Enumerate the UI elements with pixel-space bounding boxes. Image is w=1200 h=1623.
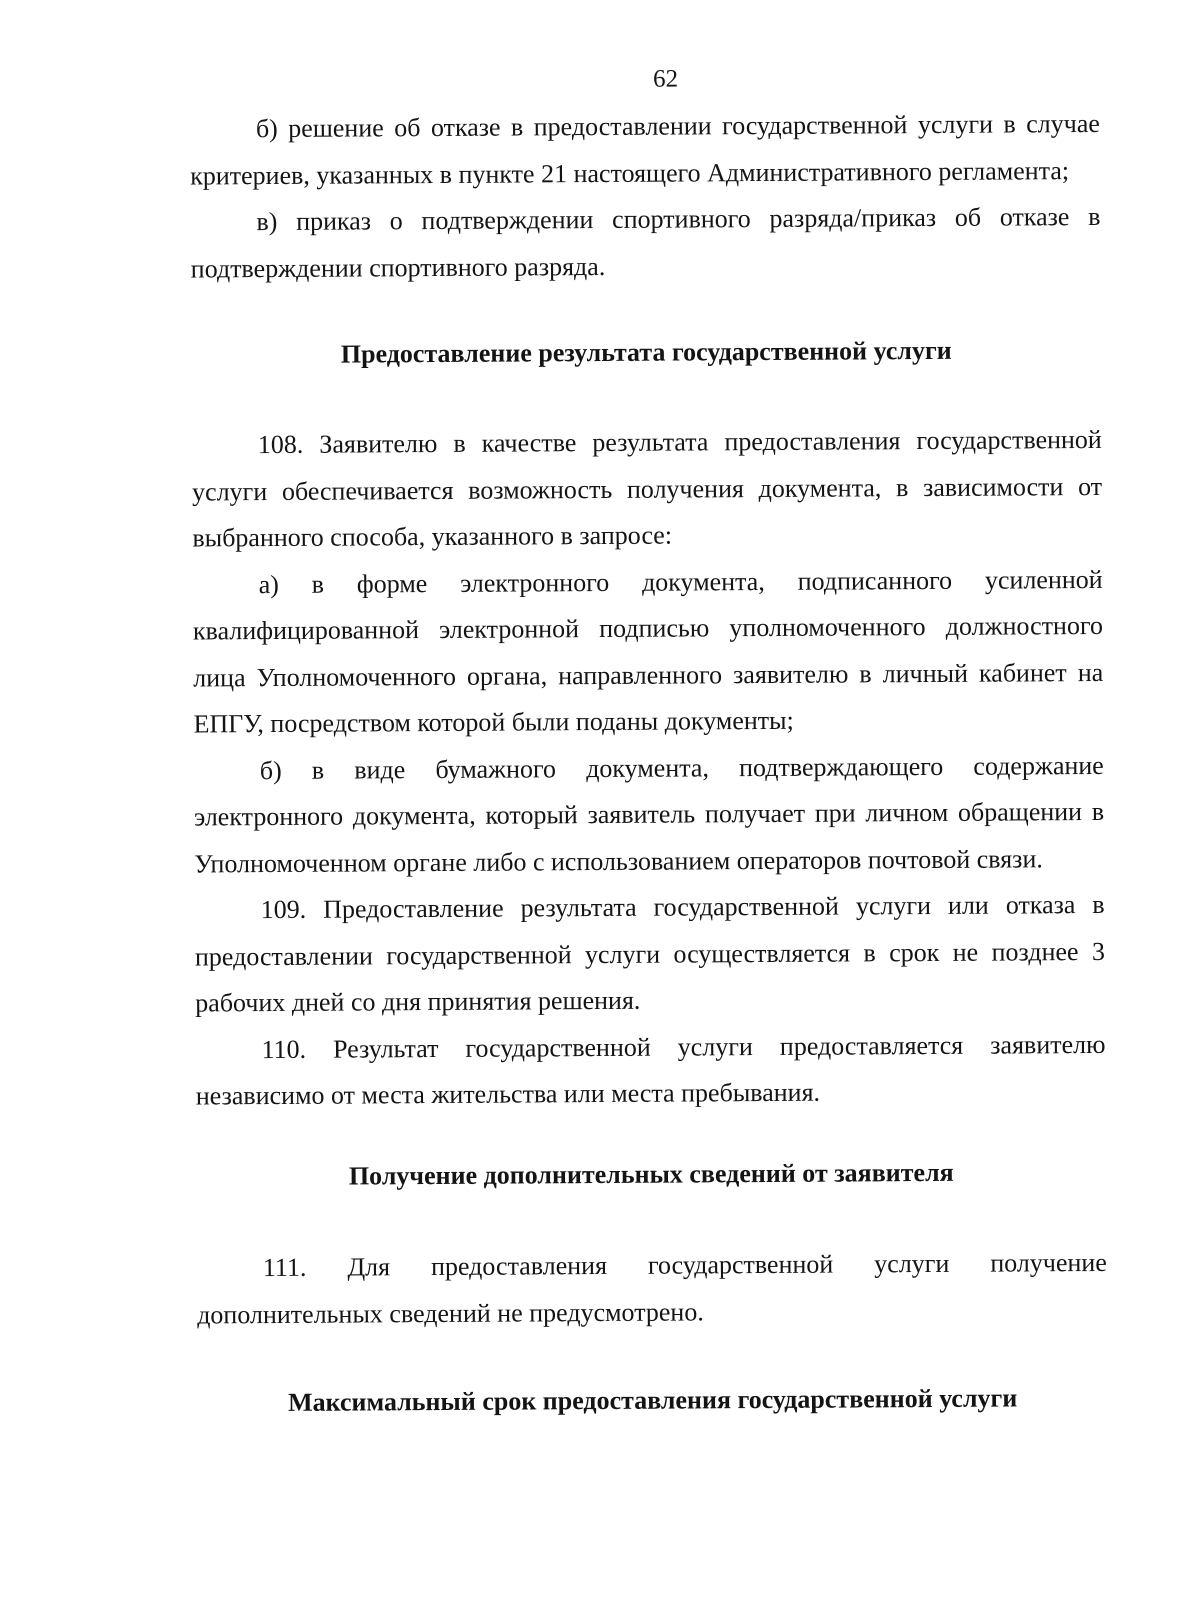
- paragraph-108-a: а) в форме электронного документа, подписанного усиленной квалифицированной электронной подписью уполномоченного должностного лица Уполномоченного органа, направленного заявителю в личный кабинет на ЕПГУ, посредством которой были поданы документы;: [192, 564, 1104, 739]
- paragraph-b-decision: б) решение об отказе в предоставлении государственной услуги в случае критериев, указанных в пункте 21 настоящего Административного регламента;: [190, 108, 1100, 190]
- paragraph-109: 109. Предоставление результата государственной услуги или отказа в предоставлении государственной услуги осуществляется в срок не позднее 3 рабочих дней со дня принятия решения.: [194, 889, 1106, 1018]
- section-heading-max-term: Максимальный срок предоставления государственной услуги: [287, 1383, 1018, 1417]
- paragraph-v-order: в) приказ о подтверждении спортивного разряда/приказ об отказе в подтверждении спортивного разряда.: [190, 201, 1101, 283]
- paragraph-111: 111. Для предоставления государственной услуги получение дополнительных сведений не предусмотрено.: [197, 1247, 1107, 1329]
- section-block-1: [190, 101, 1101, 293]
- section-heading-result-provision: Предоставление результата государственной услуги: [340, 335, 952, 369]
- paragraph-108: 108. Заявителю в качестве результата предоставления государственной услуги обеспечивается возможность получения документа, в зависимости от выбранного способа, указанного в запросе:: [192, 424, 1103, 553]
- paragraph-110: 110. Результат государственной услуги предоставляется заявителю независимо от места жительства или места пребывания.: [195, 1029, 1106, 1111]
- section-block-3: [197, 1240, 1108, 1339]
- section-block-2: [192, 417, 1106, 1120]
- paragraph-108-b: б) в виде бумажного документа, подтверждающего содержание электронного документа, который заявитель получает при личном обращении в Уполномоченном органе либо с использованием операторов почтовой связи.: [194, 750, 1105, 878]
- section-heading-additional-info: Получение дополнительных сведений от заявителя: [348, 1157, 954, 1191]
- page-number: 62: [653, 65, 679, 93]
